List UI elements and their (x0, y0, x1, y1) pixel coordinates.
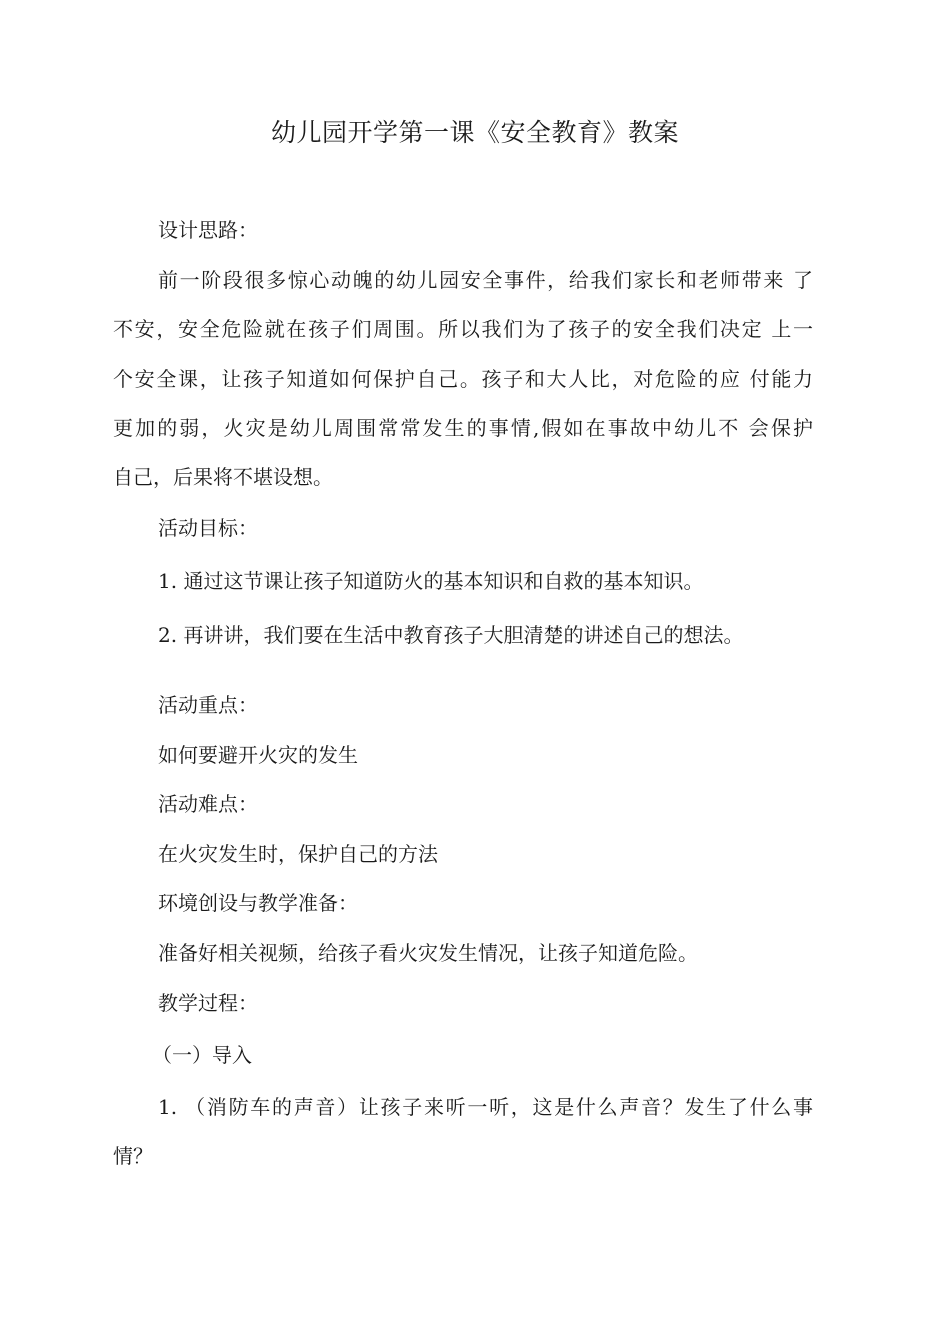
design-paragraph-line-5: 自己，后果将不堪设想。 (113, 465, 333, 489)
design-paragraph-line-1: 前一阶段很多惊心动魄的幼儿园安全事件，给我们家长和老师带来 了 (158, 268, 813, 292)
goals-heading: 活动目标： (158, 516, 258, 540)
goal-item-1: 1. 通过这节课让孩子知道防火的基本知识和自救的基本知识。 (158, 569, 704, 593)
process-heading: 教学过程： (158, 991, 258, 1015)
preparation-text: 准备好相关视频，给孩子看火灾发生情况，让孩子知道危险。 (158, 941, 698, 965)
step-one-line-2: 情？ (113, 1144, 153, 1168)
difficulty-text: 在火灾发生时，保护自己的方法 (158, 842, 438, 866)
goal-item-2: 2. 再讲讲，我们要在生活中教育孩子大胆清楚的讲述自己的想法。 (158, 623, 744, 647)
design-heading: 设计思路： (158, 218, 258, 242)
difficulty-heading: 活动难点： (158, 792, 258, 816)
step-one-line-1: 1. （消防车的声音）让孩子来听一听，这是什么声音？发生了什么事 (158, 1095, 813, 1119)
key-point-heading: 活动重点： (158, 693, 258, 717)
section-one-heading: （一）导入 (152, 1043, 252, 1067)
design-paragraph-line-3: 个安全课，让孩子知道如何保护自己。孩子和大人比，对危险的应 付能力 (113, 367, 813, 391)
design-paragraph-line-4: 更加的弱，火灾是幼儿周围常常发生的事情,假如在事故中幼儿不 会保护 (113, 416, 813, 440)
document-title: 幼儿园开学第一课《安全教育》教案 (270, 118, 679, 147)
key-point-text: 如何要避开火灾的发生 (158, 743, 358, 767)
design-paragraph-line-2: 不安，安全危险就在孩子们周围。所以我们为了孩子的安全我们决定 上一 (113, 317, 813, 341)
preparation-heading: 环境创设与教学准备： (158, 891, 358, 915)
